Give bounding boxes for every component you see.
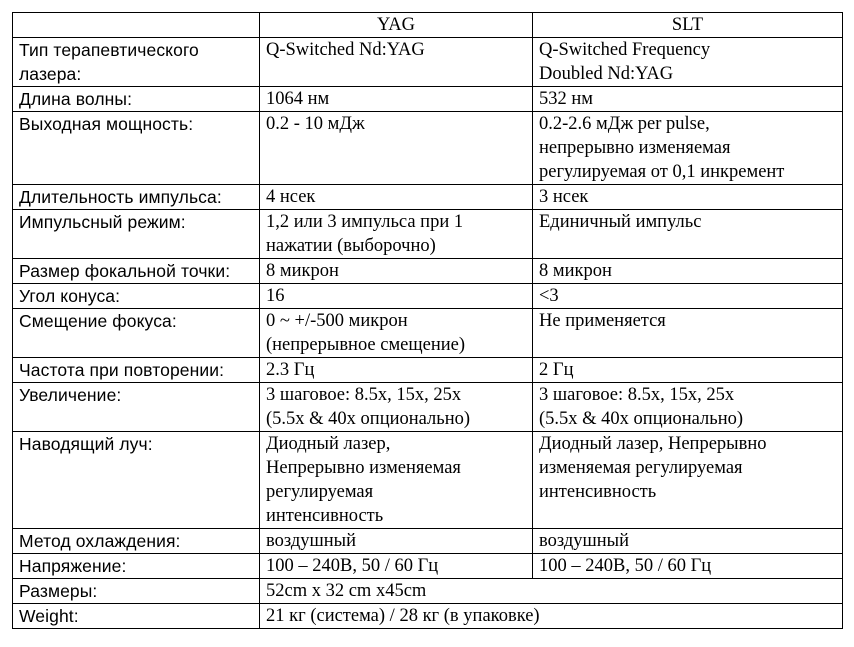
slt-value [533, 309, 843, 358]
slt-value-line: Не применяется [539, 311, 666, 331]
merged-value: 21 кг (система) / 28 кг (в упаковке) [260, 604, 843, 629]
yag-value-line: (5.5x & 40x опционально) [266, 409, 471, 429]
slt-value [533, 259, 843, 284]
yag-value-line: нажатии (выборочно) [266, 236, 436, 256]
yag-value-line: Непрерывно изменяемая [266, 458, 461, 478]
slt-value-line: 3 шаговое: 8.5x, 15x, 25x [539, 385, 735, 405]
yag-value-line: 0 ~ +/-500 микрон [266, 311, 408, 331]
row-label [13, 284, 260, 309]
yag-value-line: 3 шаговое: 8.5x, 15x, 25x [266, 385, 462, 405]
row-label [13, 383, 260, 432]
slt-value [533, 210, 843, 259]
slt-value [533, 358, 843, 383]
row-label [13, 210, 260, 259]
yag-value [260, 529, 533, 554]
table-row [13, 529, 843, 554]
yag-value [260, 38, 533, 87]
yag-value-line: 2.3 Гц [266, 360, 315, 380]
row-label [13, 554, 260, 579]
yag-value-line: (непрерывное смещение) [266, 335, 466, 355]
yag-value-line: 100 – 240В, 50 / 60 Гц [266, 556, 439, 576]
table-row [13, 309, 843, 358]
yag-value-line: Диодный лазер, [266, 434, 391, 454]
slt-value-line: 0.2-2.6 мДж per pulse, [539, 114, 710, 134]
table-row [13, 259, 843, 284]
slt-value [533, 284, 843, 309]
yag-value-line: 8 микрон [266, 261, 339, 281]
slt-value-line: 100 – 240В, 50 / 60 Гц [539, 556, 712, 576]
slt-value [533, 432, 843, 529]
yag-value [260, 87, 533, 112]
row-label: Weight: [13, 604, 260, 629]
slt-value [533, 529, 843, 554]
spec-table-body [13, 13, 843, 629]
spec-table [12, 12, 843, 629]
table-row [13, 87, 843, 112]
table-row [13, 554, 843, 579]
yag-value [260, 383, 533, 432]
row-label [13, 432, 260, 529]
slt-value-line: <3 [539, 286, 559, 306]
slt-value-line: (5.5x & 40x опционально) [539, 409, 744, 429]
row-label-line: Импульсный режим: [19, 212, 186, 232]
yag-value [260, 259, 533, 284]
row-label-line: Длительность импульса: [19, 187, 222, 207]
yag-value [260, 554, 533, 579]
slt-value-line: 3 нсек [539, 187, 589, 207]
slt-value-line: изменяемая регулируемая [539, 458, 743, 478]
slt-value-line: Q-Switched Frequency [539, 40, 711, 60]
slt-value-line: регулируемая от 0,1 инкремент [539, 162, 785, 182]
header-yag: YAG [260, 13, 533, 38]
table-row [13, 38, 843, 87]
yag-value-line: 4 нсек [266, 187, 316, 207]
row-label-line: Выходная мощность: [19, 114, 194, 134]
slt-value-line: непрерывно изменяемая [539, 138, 731, 158]
table-row [13, 284, 843, 309]
slt-value [533, 185, 843, 210]
header-row [13, 13, 843, 38]
table-row [13, 185, 843, 210]
yag-value-line: 1,2 или 3 импульса при 1 [266, 212, 464, 232]
yag-value [260, 210, 533, 259]
yag-value-line: 16 [266, 286, 285, 306]
row-label-line: Длина волны: [19, 89, 133, 109]
yag-value [260, 309, 533, 358]
slt-value [533, 554, 843, 579]
yag-value-line: 1064 нм [266, 89, 330, 109]
table-row [13, 210, 843, 259]
row-label-line: Частота при повторении: [19, 360, 225, 380]
slt-value-line: Единичный импульс [539, 212, 702, 232]
row-label-line: Угол конуса: [19, 286, 121, 306]
row-label-line: Смещение фокуса: [19, 311, 177, 331]
row-label-line: Наводящий луч: [19, 434, 153, 454]
row-label [13, 38, 260, 87]
row-label-line: лазера: [19, 64, 82, 84]
slt-value [533, 383, 843, 432]
slt-value-line: воздушный [539, 531, 629, 551]
table-row [13, 383, 843, 432]
slt-value-line: 2 Гц [539, 360, 574, 380]
row-label-line: Напряжение: [19, 556, 127, 576]
slt-value-line: Doubled Nd:YAG [539, 64, 674, 84]
row-label [13, 185, 260, 210]
row-label-line: Увеличение: [19, 385, 122, 405]
table-row [13, 112, 843, 185]
header-blank-cell [13, 13, 260, 38]
yag-value [260, 432, 533, 529]
row-label [13, 309, 260, 358]
table-row-merged [13, 579, 843, 604]
row-label [13, 259, 260, 284]
row-label [13, 112, 260, 185]
header-slt: SLT [533, 13, 843, 38]
yag-value [260, 358, 533, 383]
row-label [13, 358, 260, 383]
yag-value-line: Q-Switched Nd:YAG [266, 40, 425, 60]
slt-value-line: Диодный лазер, Непрерывно [539, 434, 767, 454]
slt-value [533, 112, 843, 185]
row-label: Размеры: [13, 579, 260, 604]
slt-value-line: 8 микрон [539, 261, 612, 281]
slt-value [533, 87, 843, 112]
slt-value [533, 38, 843, 87]
row-label-line: Размер фокальной точки: [19, 261, 231, 281]
yag-value-line: воздушный [266, 531, 356, 551]
row-label-line: Метод охлаждения: [19, 531, 181, 551]
yag-value-line: 0.2 - 10 мДж [266, 114, 365, 134]
table-row-merged [13, 604, 843, 629]
yag-value [260, 112, 533, 185]
yag-value [260, 284, 533, 309]
table-row [13, 432, 843, 529]
merged-value: 52cm x 32 cm x45cm [260, 579, 843, 604]
row-label [13, 529, 260, 554]
slt-value-line: интенсивность [539, 482, 657, 502]
table-row [13, 358, 843, 383]
row-label-line: Тип терапевтического [19, 40, 199, 60]
yag-value-line: интенсивность [266, 506, 384, 526]
yag-value-line: регулируемая [266, 482, 374, 502]
yag-value [260, 185, 533, 210]
row-label [13, 87, 260, 112]
slt-value-line: 532 нм [539, 89, 593, 109]
